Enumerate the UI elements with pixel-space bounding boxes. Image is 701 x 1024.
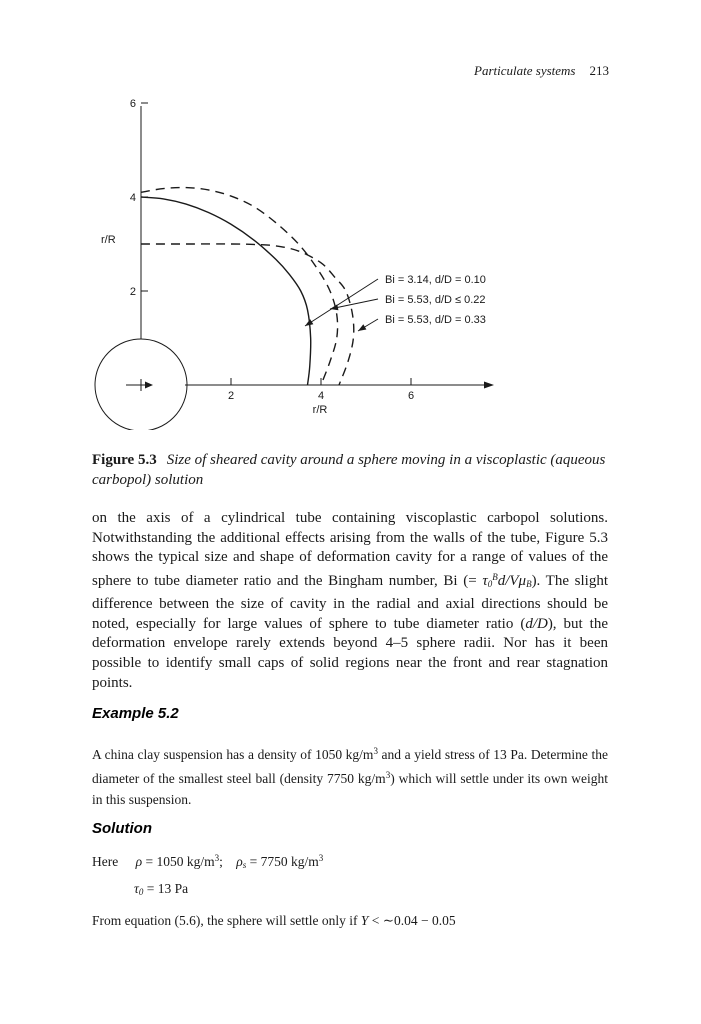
annotation-label-2: Bi = 5.53, d/D ≤ 0.22 xyxy=(385,294,486,306)
annotation-label-3: Bi = 5.53, d/D = 0.33 xyxy=(385,314,486,326)
example-sup-1: 3 xyxy=(373,746,378,756)
y-tick-label: 4 xyxy=(129,192,136,204)
page-number: 213 xyxy=(589,63,609,78)
annotation-arrowhead-icon xyxy=(358,324,366,331)
solution-line-2: $\tau_0 = 13$ Pa xyxy=(134,881,189,897)
caption-label: Figure 5.3 xyxy=(92,452,157,468)
y-tick-label: 6 xyxy=(129,98,136,110)
running-head-title: Particulate systems xyxy=(474,63,576,78)
rho-s-sup: 3 xyxy=(318,853,324,863)
direction-arrow-icon xyxy=(145,382,153,389)
figure-5-3 xyxy=(0,95,701,430)
curve-annotations xyxy=(305,274,486,331)
y-axis-label: r/R xyxy=(101,234,116,246)
example-sup-2: 3 xyxy=(385,770,391,780)
cavity-curve-3 xyxy=(141,244,354,385)
rho-expression: ρ = 1050 $kg/m^3$; xyxy=(135,853,223,869)
rho-value: = 1050 kg/m xyxy=(145,854,215,869)
here-word: Here xyxy=(92,854,119,869)
rho-s-value: = 7750 kg/m xyxy=(249,854,319,869)
x-tick-label: 2 xyxy=(227,390,235,402)
solution-line-3 xyxy=(92,913,456,929)
tau-value: = 13 Pa xyxy=(146,881,189,896)
body-text-c: ), but the deformation envelope rarely extends beyond 4–5 sphere radii. Nor has it been possible to identify small caps of solid regions near the front and rear stagnation points. xyxy=(92,615,608,691)
cavity-curves xyxy=(141,188,354,385)
solution-heading: Solution xyxy=(92,820,152,837)
final-text-b: < ∼0.04 − 0.05 xyxy=(368,913,456,928)
cavity-curve-1 xyxy=(141,197,311,385)
body-paragraph xyxy=(92,509,608,693)
diameter-ratio: d/D xyxy=(525,615,548,632)
rho-sup: 3 xyxy=(214,853,220,863)
axis-ticks xyxy=(130,98,414,402)
bingham-formula: $\tau_0^Bd/V\mu_B$ xyxy=(482,572,532,590)
body-text-b: ). The slight difference between the size of cavity in the radial and axial directions should be noted, especially for large values of sphere to tube diameter ratio ( xyxy=(92,573,608,632)
chart-axes xyxy=(95,106,494,430)
body-text-a: on the axis of a cylindrical tube containing viscoplastic carbopol solutions. Notwithstanding the additional effects arising from the walls of the tube, Figure 5.3 shows the typical size and shape of deformation cavity for a range of values of the sphere to tube diameter ratio and the Bingham number, Bi (= xyxy=(92,510,608,590)
x-tick-label: 4 xyxy=(317,390,325,402)
running-head xyxy=(474,63,609,79)
cavity-chart xyxy=(0,95,701,430)
caption-text: Size of sheared cavity around a sphere moving in a viscoplastic (aqueous carbopol) solution xyxy=(92,452,606,488)
example-text-b: and a yield stress of 13 Pa. Determine the diameter of the smallest steel ball (density 7750 kg/m xyxy=(92,747,608,786)
final-text-a: From equation (5.6), the sphere will settle only if xyxy=(92,913,361,928)
final-var: Y xyxy=(360,913,369,928)
x-tick-label: 6 xyxy=(407,390,415,402)
y-tick-label: 2 xyxy=(129,286,136,298)
annotation-label-1: Bi = 3.14, d/D = 0.10 xyxy=(385,274,486,286)
example-text xyxy=(92,741,608,810)
example-text-c: ) which will settle under its own weight in this suspension. xyxy=(92,771,608,807)
solution-line-1 xyxy=(92,853,323,870)
example-heading: Example 5.2 xyxy=(92,705,179,722)
rho-s-expression: $\rho_s = 7750$ $kg/m^3$ xyxy=(236,853,324,870)
x-axis-arrow-icon xyxy=(484,382,494,389)
x-axis-label: r/R xyxy=(312,404,328,416)
example-text-a: A china clay suspension has a density of 1050 kg/m xyxy=(92,747,374,762)
cavity-curve-2 xyxy=(141,188,338,385)
annotation-leader xyxy=(305,279,378,326)
figure-caption xyxy=(92,450,612,490)
